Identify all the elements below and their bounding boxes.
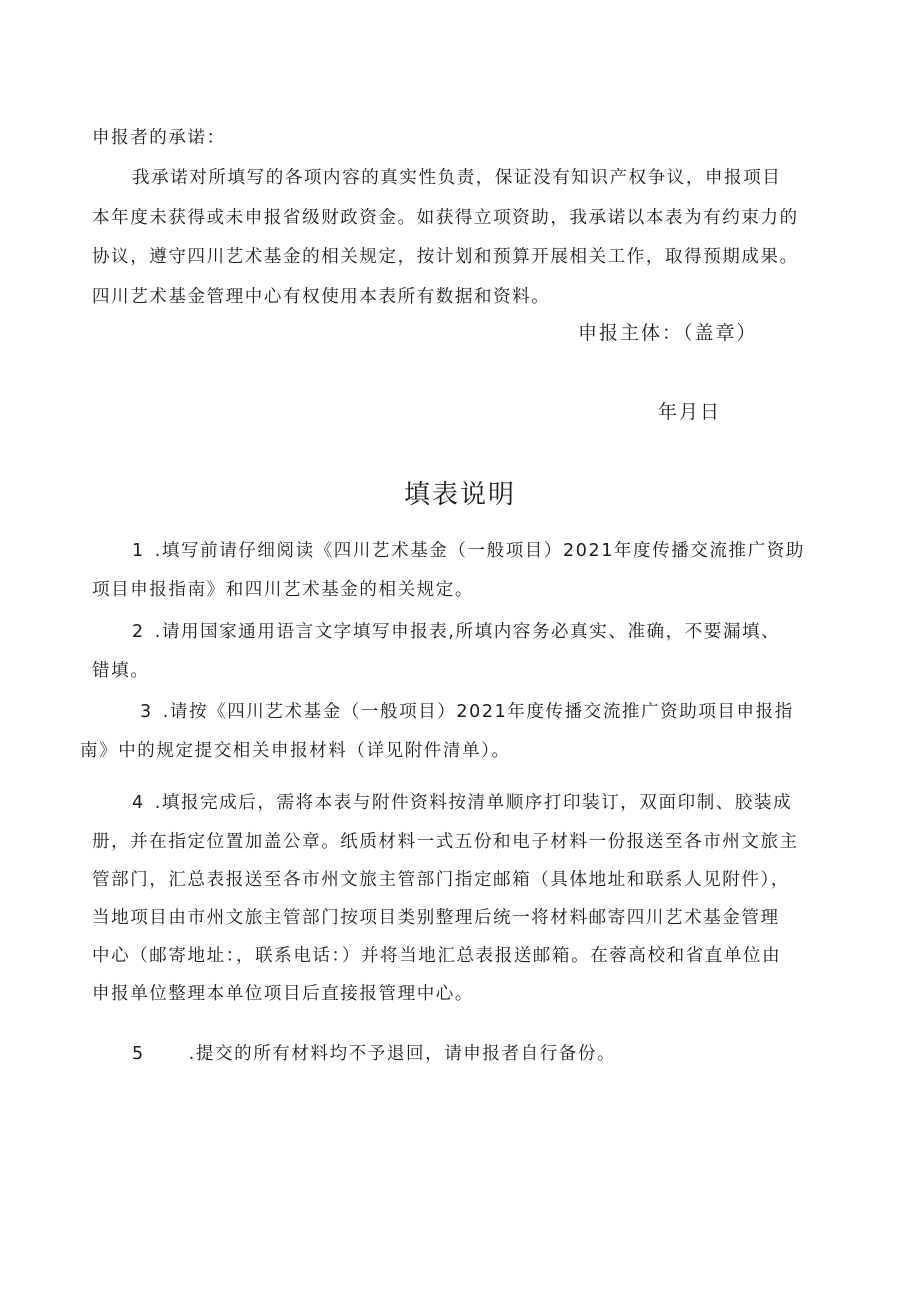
instruction-item-1 (132, 539, 805, 563)
item-text: .填写前请仔细阅读《四川艺术基金（一般项目）2021年度传播交流推广资助 (154, 541, 805, 561)
item-number: 1 (132, 541, 145, 561)
item-number: 4 (132, 793, 145, 813)
instruction-item-4-cont: 管部门，汇总表报送至各市州文旅主管部门指定邮箱（具体地址和联系人见附件）， (92, 870, 790, 890)
instruction-item-5 (132, 1042, 616, 1066)
item-text: .填报完成后，需将本表与附件资料按清单顺序打印装订，双面印制、胶装成 (154, 793, 793, 813)
applicant-seal: 申报主体：（盖章） (578, 322, 758, 344)
item-number: 3 (140, 702, 153, 722)
pledge-heading: 申报者的承诺： (92, 128, 226, 148)
instruction-item-3-cont: 南》中的规定提交相关申报材料（详见附件清单）。 (80, 741, 511, 761)
item-text: .请按《四川艺术基金（一般项目）2021年度传播交流推广资助项目申报指 (162, 702, 794, 722)
pledge-line: 本年度未获得或未申报省级财政资金。如获得立项资助，我承诺以本表为有约束力的 (92, 208, 799, 228)
item-number: 5 (132, 1044, 145, 1064)
item-text: .提交的所有材料均不予退回，请申报者自行备份。 (188, 1044, 617, 1064)
instruction-item-2-cont: 错填。 (92, 661, 150, 681)
pledge-line: 协议，遵守四川艺术基金的相关规定，按计划和预算开展相关工作，取得预期成果。 (92, 247, 799, 267)
instruction-item-4-cont: 册，并在指定位置加盖公章。纸质材料一式五份和电子材料一份报送至各市州文旅主 (92, 832, 799, 852)
instruction-item-2 (132, 620, 780, 644)
sign-date: 年月日 (658, 401, 722, 423)
pledge-line: 我承诺对所填写的各项内容的真实性负责，保证没有知识产权争议，申报项目 (132, 168, 782, 188)
instruction-item-4-cont: 当地项目由市州文旅主管部门按项目类别整理后统一将材料邮寄四川艺术基金管理 (92, 908, 780, 928)
instructions-title: 填表说明 (403, 480, 516, 510)
instruction-item-1-cont: 项目申报指南》和四川艺术基金的相关规定。 (92, 580, 474, 600)
instruction-item-4-cont: 中心（邮寄地址：，联系电话：）并将当地汇总表报送邮箱。在蓉高校和省直单位由 (92, 946, 782, 966)
instruction-item-3 (140, 700, 794, 724)
item-text: .请用国家通用语言文字填写申报表,所填内容务必真实、准确，不要漏填、 (154, 622, 781, 642)
instruction-item-4-cont: 申报单位整理本单位项目后直接报管理中心。 (92, 984, 474, 1004)
item-number: 2 (132, 622, 145, 642)
pledge-line: 四川艺术基金管理中心有权使用本表所有数据和资料。 (92, 287, 551, 307)
instruction-item-4 (132, 791, 792, 815)
